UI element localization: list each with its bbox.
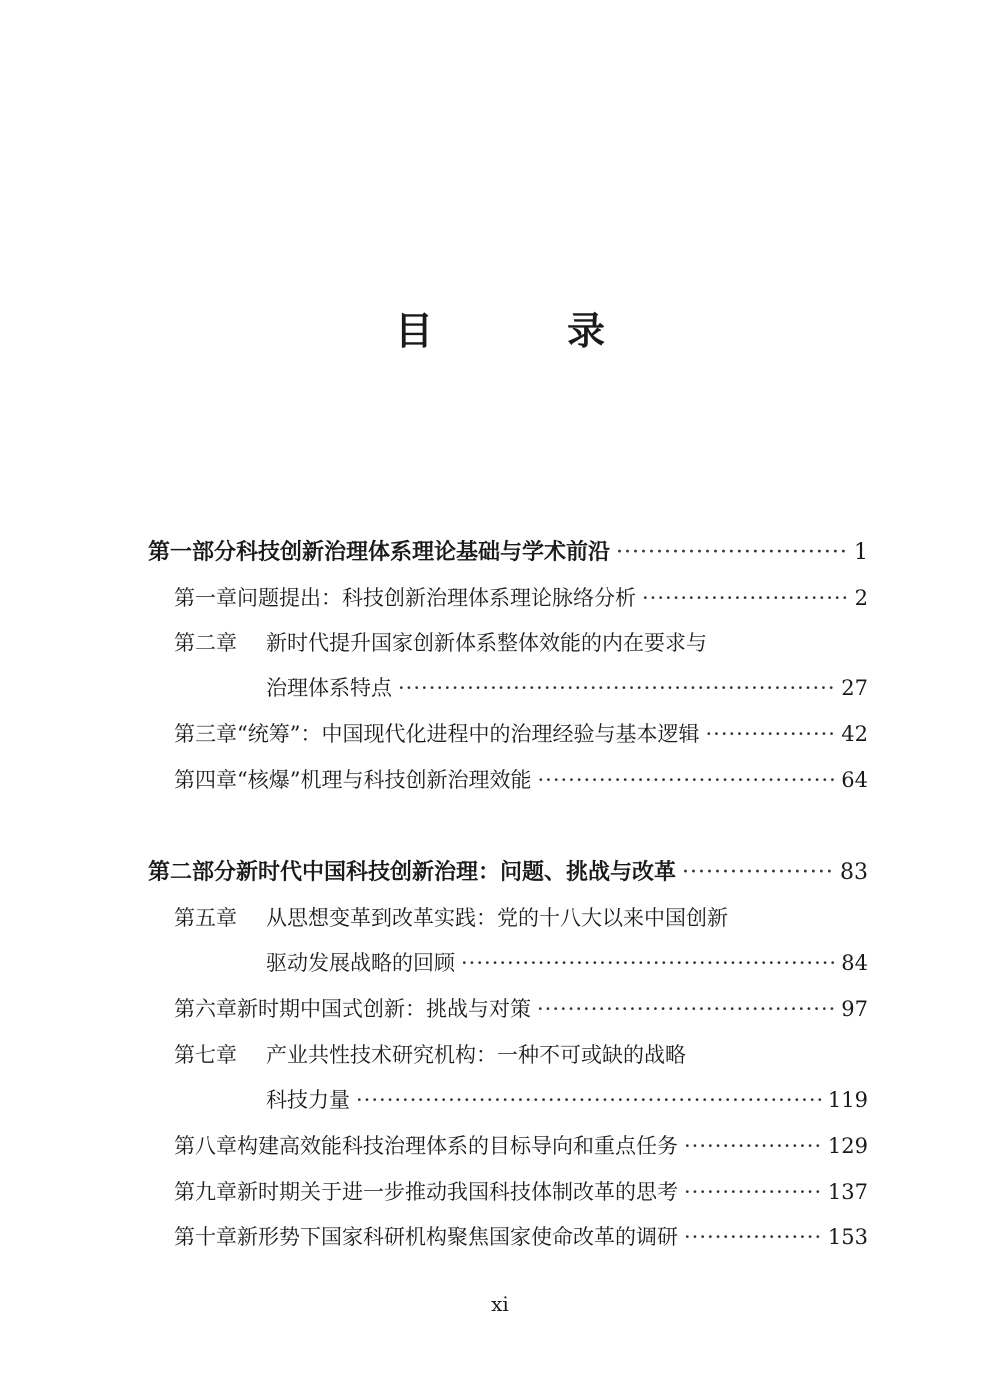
page-number: 97 <box>841 997 868 1021</box>
toc-part-1[interactable] <box>148 536 868 568</box>
dot-leader <box>642 582 849 614</box>
chapter-title: 新时期中国式创新：挑战与对策 <box>237 997 531 1021</box>
chapter-title-continued: 科技力量 <box>266 1088 350 1112</box>
chapter-label: 第十章 <box>174 1225 237 1249</box>
toc-chapter-7[interactable] <box>174 1039 868 1071</box>
toc-part-2[interactable] <box>148 856 868 888</box>
toc-chapter-1[interactable] <box>174 582 868 614</box>
page-number: 64 <box>841 768 868 792</box>
chapter-label: 第五章 <box>174 906 237 930</box>
page-number: 84 <box>841 951 868 975</box>
toc-chapter-6[interactable] <box>174 993 868 1025</box>
part-title: 科技创新治理体系理论基础与学术前沿 <box>236 539 611 565</box>
chapter-title: 产业共性技术研究机构：一种不可或缺的战略 <box>266 1043 686 1067</box>
chapter-label: 第四章 <box>174 768 237 792</box>
page-number: 42 <box>841 722 868 746</box>
toc-chapter-2-cont[interactable] <box>266 672 868 704</box>
page-number: 2 <box>854 586 868 610</box>
page-title: 目 录 <box>394 308 653 353</box>
dot-leader <box>684 1130 822 1162</box>
part-label: 第二部分 <box>148 859 237 885</box>
dot-leader <box>616 537 848 569</box>
dot-leader <box>356 1084 822 1116</box>
chapter-label: 第九章 <box>174 1180 237 1204</box>
dot-leader <box>684 1176 822 1208</box>
dot-leader <box>705 718 835 750</box>
chapter-title: 问题提出：科技创新治理体系理论脉络分析 <box>237 586 636 610</box>
chapter-title-continued: 驱动发展战略的回顾 <box>266 951 455 975</box>
chapter-label: 第六章 <box>174 997 237 1021</box>
toc-chapter-10[interactable] <box>174 1221 868 1253</box>
chapter-title: 从思想变革到改革实践：党的十八大以来中国创新 <box>266 906 728 930</box>
toc-chapter-9[interactable] <box>174 1176 868 1208</box>
page-number: 153 <box>827 1225 868 1249</box>
toc-chapter-5[interactable] <box>174 902 868 934</box>
dot-leader <box>684 1221 822 1253</box>
toc-chapter-2[interactable] <box>174 627 868 659</box>
dot-leader <box>461 947 835 979</box>
toc-chapter-8[interactable] <box>174 1130 868 1162</box>
chapter-label: 第八章 <box>174 1134 237 1158</box>
dot-leader <box>537 764 835 796</box>
chapter-label: 第一章 <box>174 586 237 610</box>
chapter-label: 第三章 <box>174 722 237 746</box>
chapter-title: 新时期关于进一步推动我国科技体制改革的思考 <box>237 1180 678 1204</box>
chapter-title: 新时代提升国家创新体系整体效能的内在要求与 <box>266 631 707 655</box>
page-number: 27 <box>841 676 868 700</box>
dot-leader <box>537 993 835 1025</box>
toc-chapter-5-cont[interactable] <box>266 947 868 979</box>
page-folio: xi <box>491 1292 509 1316</box>
chapter-title: “统筹”：中国现代化进程中的治理经验与基本逻辑 <box>237 722 700 746</box>
chapter-title: 新形势下国家科研机构聚焦国家使命改革的调研 <box>237 1225 678 1249</box>
toc-chapter-4[interactable] <box>174 764 868 796</box>
page-number: 1 <box>854 540 868 565</box>
chapter-title: “核爆”机理与科技创新治理效能 <box>237 768 532 792</box>
page-number: 83 <box>840 860 868 885</box>
part-label: 第一部分 <box>148 539 237 565</box>
dot-leader <box>398 672 835 704</box>
page-number: 129 <box>827 1134 868 1158</box>
page-number: 137 <box>827 1180 868 1204</box>
toc-chapter-7-cont[interactable] <box>266 1084 868 1116</box>
chapter-label: 第七章 <box>174 1043 237 1067</box>
page-number: 119 <box>827 1088 868 1112</box>
toc-chapter-3[interactable] <box>174 718 868 750</box>
chapter-label: 第二章 <box>174 631 237 655</box>
part-title: 新时代中国科技创新治理：问题、挑战与改革 <box>236 859 677 885</box>
chapter-title-continued: 治理体系特点 <box>266 676 392 700</box>
chapter-title: 构建高效能科技治理体系的目标导向和重点任务 <box>237 1134 678 1158</box>
dot-leader <box>682 857 834 889</box>
